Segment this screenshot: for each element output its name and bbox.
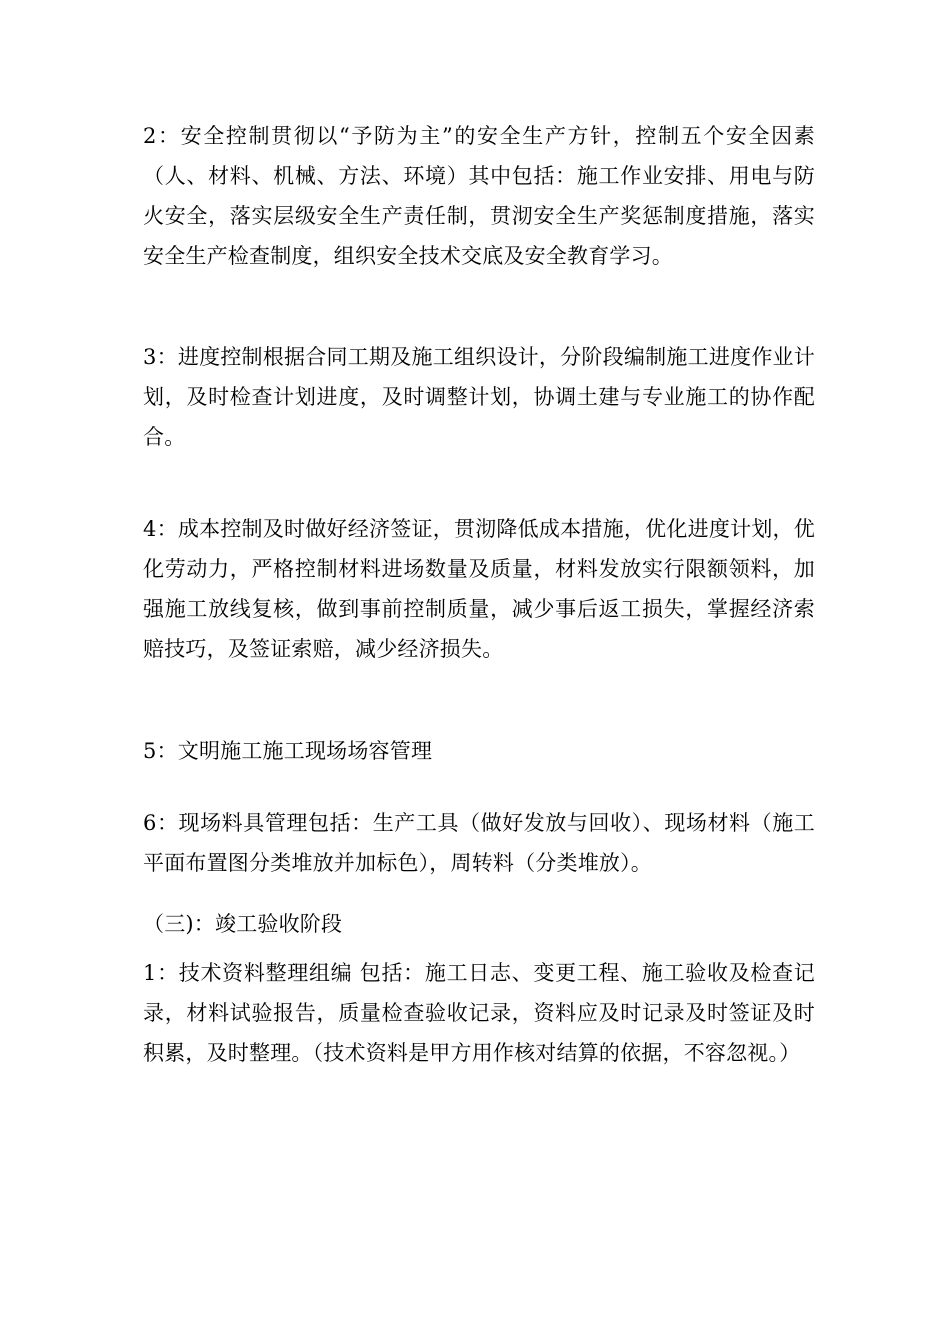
paragraph-civilized-construction: 5：文明施工施工现场场容管理 [143, 739, 433, 763]
paragraph-cost-control: 4：成本控制及时做好经济签证，贯沏降低成本措施，优化进度计划，优化劳动力，严格控制材料进场数量及质量，材料发放实行限额领料，加强施工放线复核，做到事前控制质量，减少事后返工损失，掌握经济索赔技巧，及签证索赔，减少经济损失。 [143, 517, 815, 661]
section-heading-completion-acceptance: （三)：竣工验收阶段 [143, 912, 343, 936]
paragraph-technical-documentation: 1：技术资料整理组编 包括：施工日志、变更工程、施工验收及检查记录，材料试验报告，质量检查验收记录，资料应及时记录及时签证及时积累，及时整理。（技术资料是甲方用作核对结算的依据，不容忽视。） [143, 961, 815, 1065]
paragraph-materials-management: 6：现场料具管理包括：生产工具（做好发放与回收）、现场材料（施工平面布置图分类堆放并加标色），周转料（分类堆放）。 [143, 811, 815, 875]
paragraph-schedule-control: 3：进度控制根据合同工期及施工组织设计，分阶段编制施工进度作业计划，及时检查计划进度，及时调整计划，协调土建与专业施工的协作配合。 [143, 345, 815, 449]
paragraph-safety-control: 2：安全控制贯彻以“予防为主”的安全生产方针，控制五个安全因素（人、材料、机械、方法、环境）其中包括：施工作业安排、用电与防火安全，落实层级安全生产责任制，贯沏安全生产奖惩制度措施，落实安全生产检查制度，组织安全技术交底及安全教育学习。 [143, 124, 815, 268]
